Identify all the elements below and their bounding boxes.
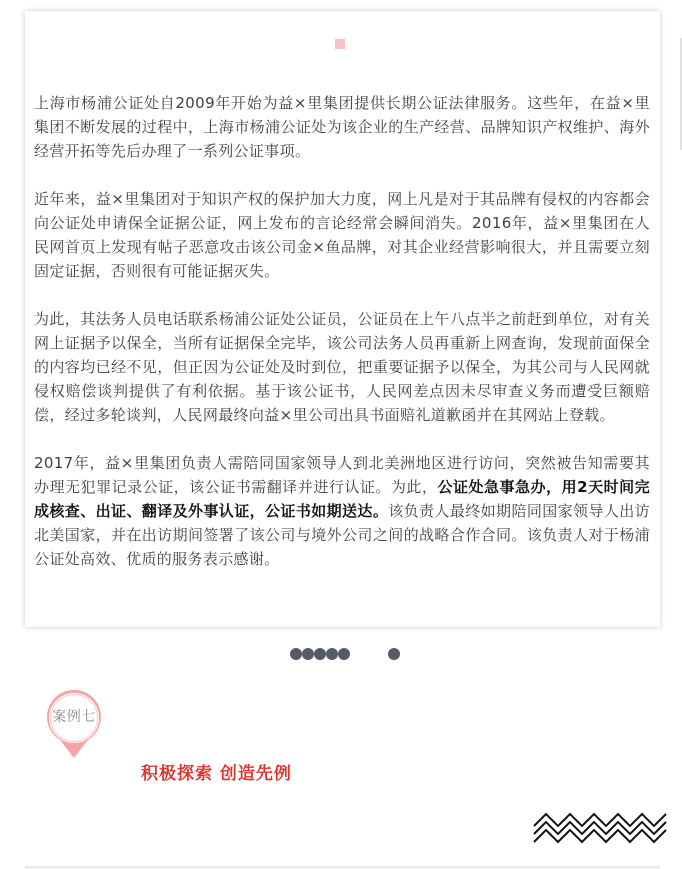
- pagination-dot-4[interactable]: [326, 648, 338, 660]
- case-subtitle: 积极探索 创造先例: [141, 764, 292, 784]
- paragraph-2: 近年来，益×里集团对于知识产权的保护加大力度，网上凡是对于其品牌有侵权的内容都会向公证处申请保全证据公证，网上发布的言论经常会瞬间消失。2016年，益×里集团在人民网首页上发现有帖子恶意攻击该公司金×鱼品牌，对其企业经营影响很大，并且需要立刻固定证据，否则很有可能证据灭失。: [34, 190, 650, 280]
- article-body: [34, 91, 650, 571]
- card-marker-icon: [335, 39, 345, 49]
- pagination-dot-1[interactable]: [290, 648, 302, 660]
- pagination-dot-2[interactable]: [302, 648, 314, 660]
- pagination-dot-5[interactable]: [338, 648, 350, 660]
- case-badge: [44, 688, 104, 760]
- paragraph-3: 为此，其法务人员电话联系杨浦公证处公证员，公证员在上午八点半之前赶到单位，对有关网上证据予以保全，当所有证据保全完毕，该公司法务人员再重新上网查询，发现前面保全的内容均已经不见，但正因为公证处及时到位，把重要证据予以保全，为其公司与人民网就侵权赔偿谈判提供了有利依据。基于该公证书，人民网差点因未尽审查义务而遭受巨额赔偿，经过多轮谈判，人民网最终向益×里公司出具书面赔礼道歉函并在其网站上登载。: [34, 310, 650, 424]
- paragraph-4-tail: 该负责人最终如期陪同国家领导人出访北美国家，并在出访期间签署了该公司与境外公司之间的战略合作合同。该负责人对于杨浦公证处高效、优质的服务表示感谢。: [34, 502, 651, 568]
- pagination-dot-6-active[interactable]: [388, 648, 400, 660]
- paragraph-1: 上海市杨浦公证处自2009年开始为益×里集团提供长期公证法律服务。这些年，在益×里集团不断发展的过程中，上海市杨浦公证处为该企业的生产经营、品牌知识产权维护、海外经营开拓等先后办理了一系列公证事项。: [34, 94, 650, 160]
- article-card: [25, 11, 660, 627]
- paragraph-4-highlight: 公证处急事急办，用2天时间完成核查、出证、翻译及外事认证，公证书如期送达。: [34, 478, 650, 520]
- case-badge-label: 案例七: [52, 709, 96, 725]
- carousel-pagination: [290, 648, 410, 662]
- paragraph-4: [34, 451, 650, 571]
- pagination-dot-3[interactable]: [314, 648, 326, 660]
- paragraph-4-lead: 2017年，益×里集团负责人需陪同国家领导人到北美洲地区进行访问，突然被告知需要其办理无犯罪记录公证，该公证书需翻译并进行认证。为此，: [34, 454, 650, 496]
- zigzag-lines-icon: [532, 810, 670, 844]
